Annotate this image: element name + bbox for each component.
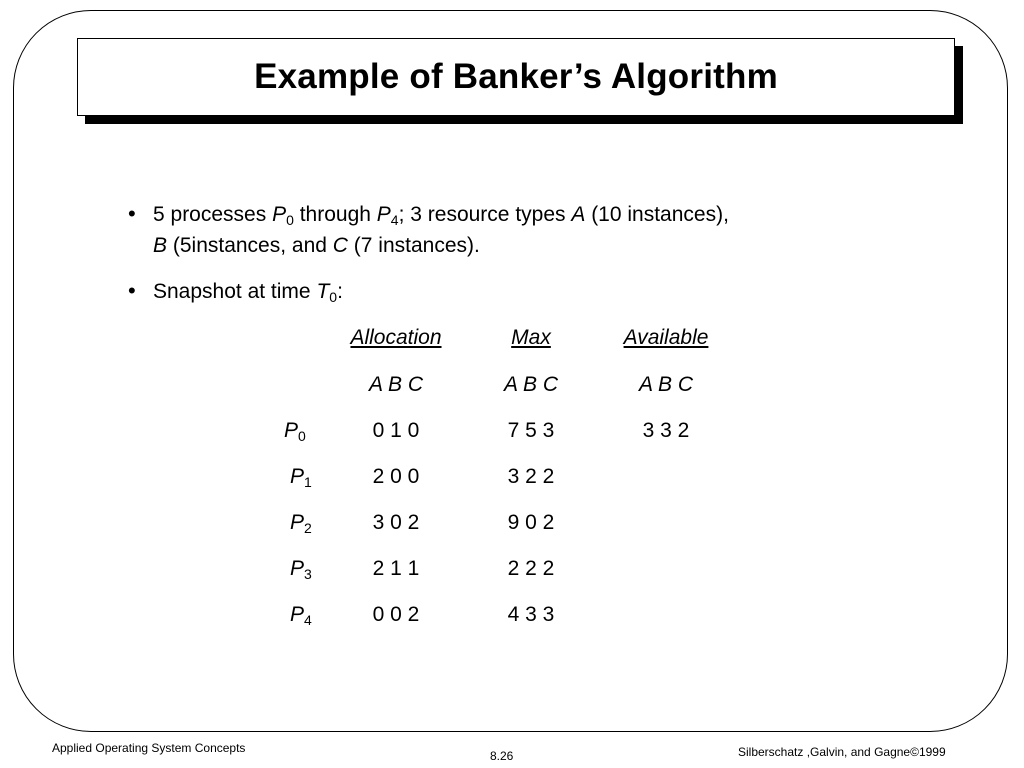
bullet-dot-1: •	[128, 201, 136, 226]
max-cell: 7 5 3	[507, 419, 555, 442]
bullet-1-line-1: 5 processes $P_0$ through $P_4$; 3 resource types A (10 instances),	[153, 203, 729, 228]
bullet-1-line-2: B (5instances, and C (7 instances).	[153, 234, 480, 257]
max-cell: 9 0 2	[507, 511, 555, 534]
max-cell: 4 3 3	[507, 603, 555, 626]
footer-right: Silberschatz ,Galvin, and Gagne©1999	[738, 745, 946, 759]
allocation-cell: 2 1 1	[372, 557, 420, 580]
process-label: $P_2$	[290, 511, 312, 536]
subheader-available: A B C	[638, 373, 694, 396]
footer-left: Applied Operating System Concepts	[52, 741, 246, 755]
bullet-dot-2: •	[128, 278, 136, 303]
max-cell: 3 2 2	[507, 465, 555, 488]
process-label: $P_1$	[290, 465, 312, 490]
title-box	[77, 38, 955, 116]
allocation-cell: 2 0 0	[372, 465, 420, 488]
bullet-2: Snapshot at time $T_0$:	[153, 280, 343, 305]
slide-title: Example of Banker’s Algorithm	[254, 57, 778, 96]
allocation-cell: 0 0 2	[372, 603, 420, 626]
allocation-cell: 0 1 0	[372, 419, 420, 442]
header-max: Max	[511, 326, 551, 349]
header-allocation: Allocation	[350, 326, 442, 349]
available-cell: 3 3 2	[642, 419, 690, 442]
subheader-max: A B C	[503, 373, 559, 396]
process-label: $P_3$	[290, 557, 312, 582]
footer-page-number: 8.26	[490, 749, 514, 763]
subheader-allocation: A B C	[368, 373, 424, 396]
header-available: Available	[623, 326, 709, 349]
process-label: $P_0$	[284, 419, 306, 444]
process-label: $P_4$	[290, 603, 312, 628]
allocation-cell: 3 0 2	[372, 511, 420, 534]
max-cell: 2 2 2	[507, 557, 555, 580]
